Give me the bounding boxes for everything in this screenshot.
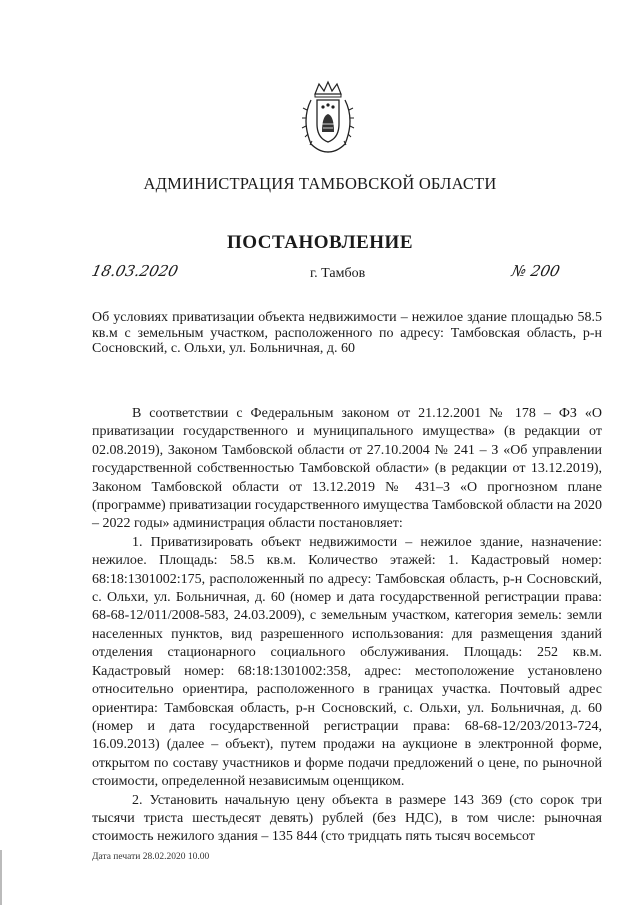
paragraph-item-1: 1. Приватизировать объект недвижимости – нежилое здание, назначение: нежилое. Площадь: 58.5 кв.м. Количество этажей: 1. Кадастровый номер: 68:18:1301002:175, расположенный по адресу: Тамбовская область, р-н Сосновский, с. Ольхи, ул. Больничная, д. 60 (номер и дата государственной регистрации права: 68-68-12/011/2008-583, 24.03.2009), с земельным участком, категория земель: земли населенных пунктов, вид разрешенного использования: для размещения зданий отделения стационарного социального обслуживания. Площадь: 252 кв.м. Кадастровый номер: 68:18:1301002:358, адрес: местоположение установлено относительно ориентира, расположенного в границах участка. Почтовый адрес ориентира: Тамбовская область, р-н Сосновский, с. Ольхи, ул. Больничная, д. 60 (номер и дата государственной регистрации права: 68-68-12/203/2013-724, 16.09.2013) (далее – объект), путем продажи на аукционе в электронной форме, открытом по составу участников и форме подачи предложений о цене, по рыночной стоимости, определенной независимым оценщиком. <box>92 534 602 790</box>
organization-name: АДМИНИСТРАЦИЯ ТАМБОВСКОЙ ОБЛАСТИ <box>143 174 497 193</box>
document-body <box>92 405 602 847</box>
scan-edge-divider <box>0 850 2 905</box>
document-subject: Об условиях приватизации объекта недвижимости – нежилое здание площадью 58.5 кв.м с земельным участком, расположенного по адресу: Тамбовская область, р-н Сосновский, с. Ольхи, ул. Больничная, д. 60 <box>92 310 602 356</box>
document-type-title: ПОСТАНОВЛЕНИЕ <box>226 232 414 253</box>
document-city: г. Тамбов <box>310 266 366 281</box>
coat-of-arms-icon <box>297 80 359 156</box>
document-date: 18.03.2020 <box>90 262 180 280</box>
paragraph-item-2: 2. Установить начальную цену объекта в размере 143 369 (сто сорок три тысячи триста шестьдесят девять) рублей (без НДС), в том числе: рыночная стоимость нежилого здания – 135 844 (сто тридцать пять тысяч восемьсот <box>92 792 602 845</box>
document-number: № 200 <box>510 262 562 280</box>
paragraph-preamble: В соответствии с Федеральным законом от 21.12.2001 № 178 – ФЗ «О приватизации государственного и муниципального имущества» (в редакции от 02.08.2019), Законом Тамбовской области от 27.10.2004 № 241 – З «Об управлении государственной собственностью Тамбовской области» (в редакции от 13.12.2019), Законом Тамбовской области от 13.12.2019 № 431–З «О прогнозном плане (программе) приватизации государственного имущества Тамбовской области на 2020 – 2022 годы» администрация области постановляет: <box>92 406 602 532</box>
print-date-footer: Дата печати 28.02.2020 10.00 <box>92 852 210 862</box>
